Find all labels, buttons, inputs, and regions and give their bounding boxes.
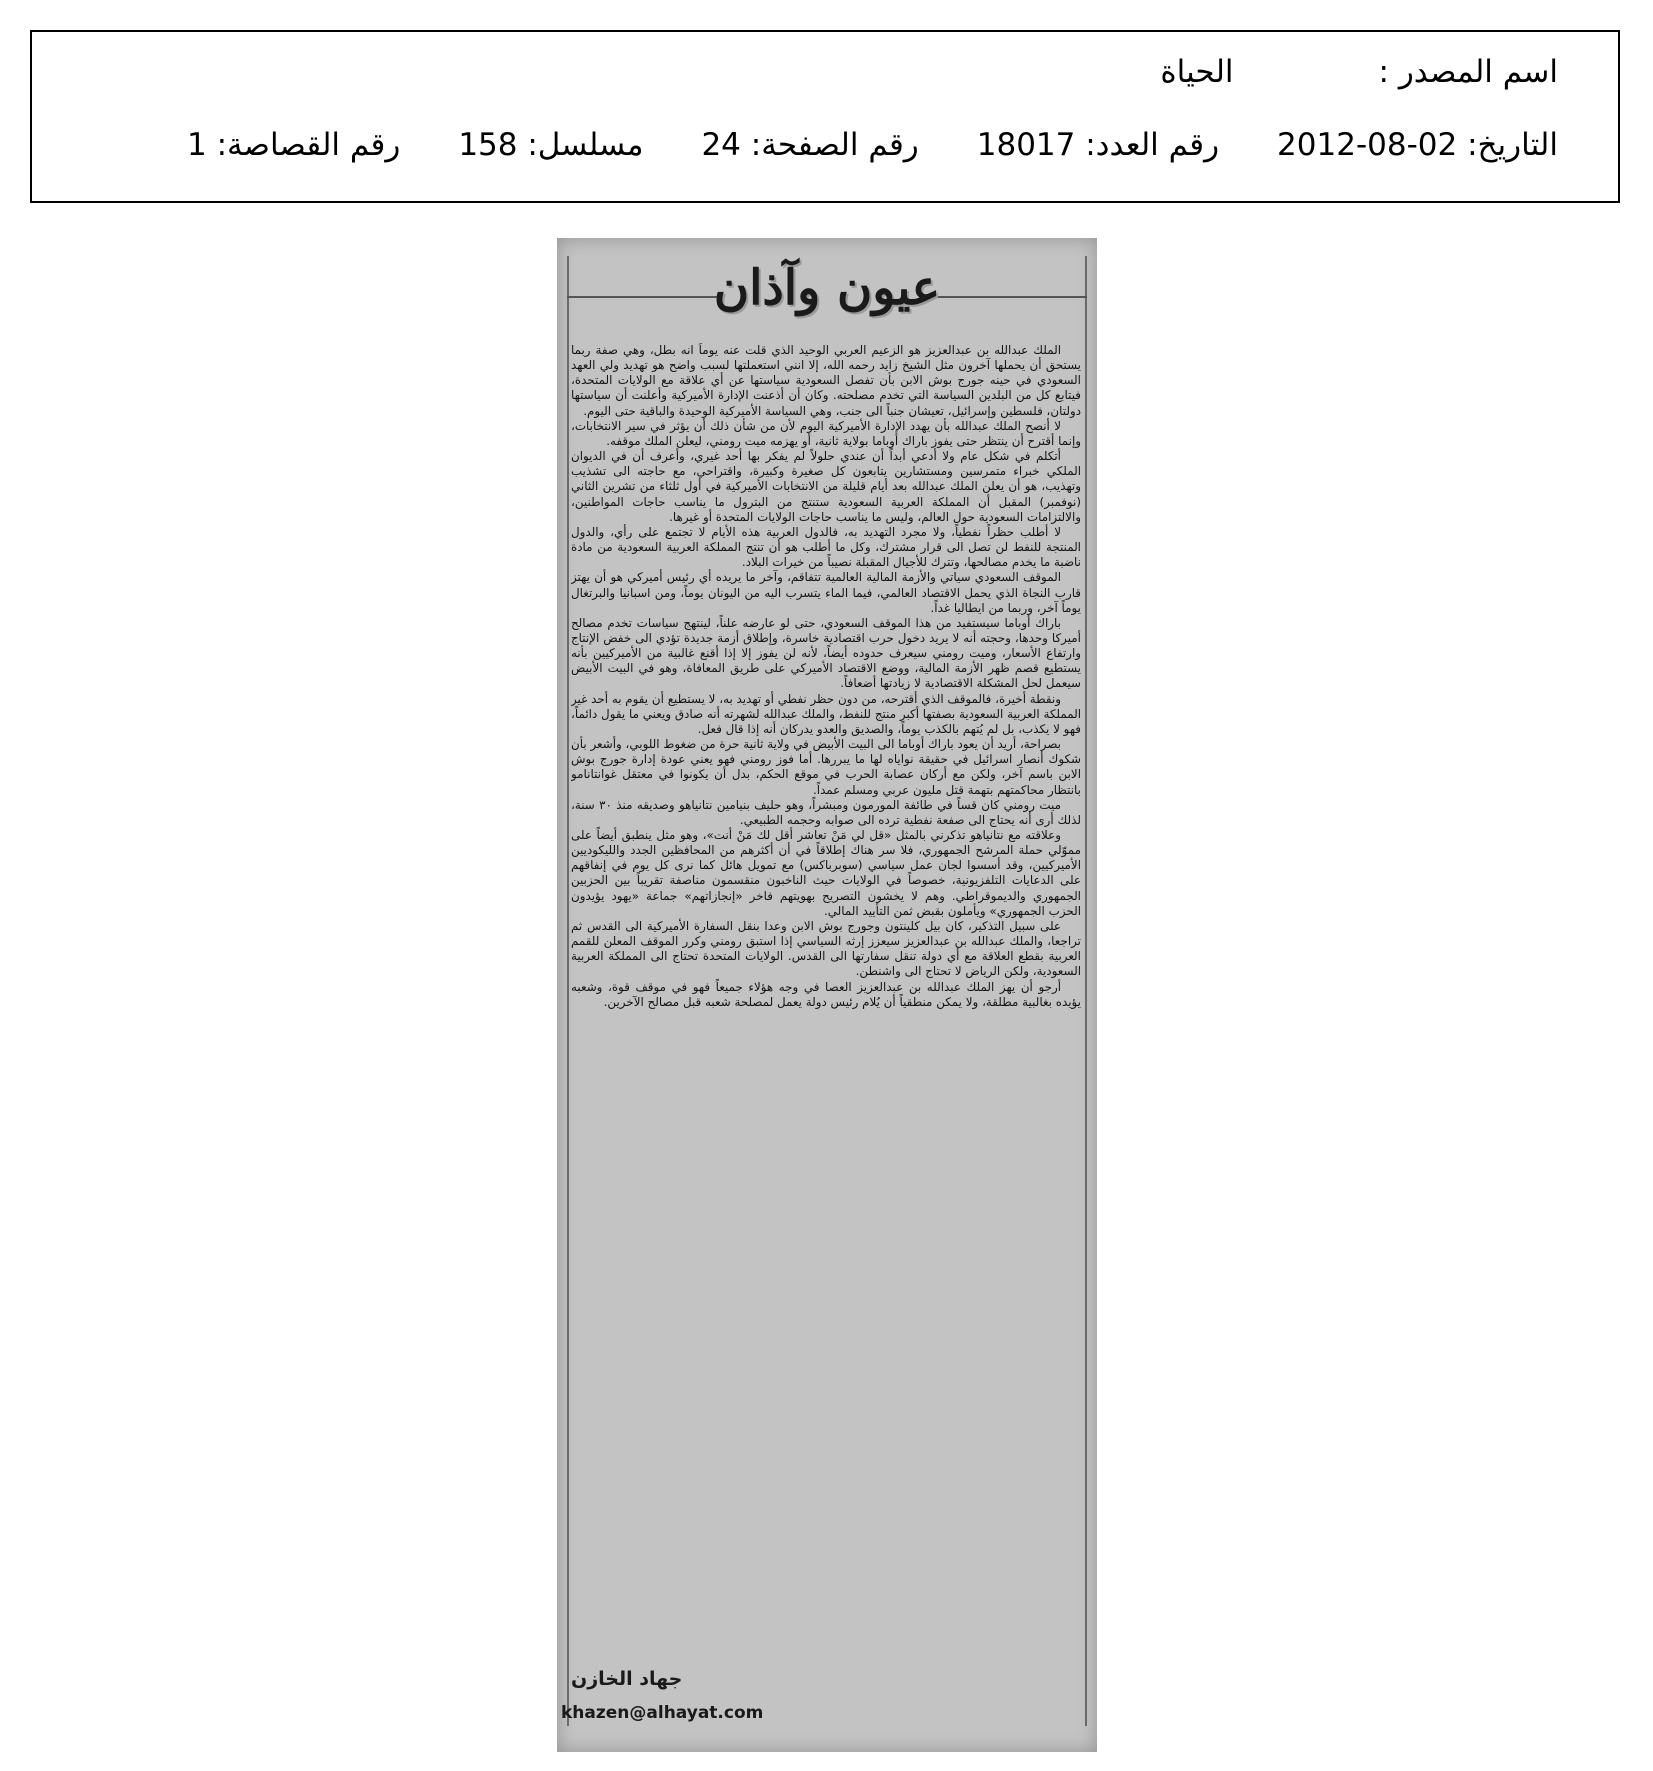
column-rule-left (567, 256, 569, 1726)
serial-label: مسلسل: (527, 127, 644, 163)
source-value: الحياة (1160, 54, 1234, 90)
column-masthead (567, 258, 1087, 336)
source-label: اسم المصدر : (1378, 54, 1558, 90)
article-paragraph: لا أنصح الملك عبدالله بأن يهدد الإدارة الأميركية اليوم لأن من شأن ذلك أن يؤثر في سير الانتخابات، وإنما أقترح أن ينتظر حتى يفوز باراك أوباما بولاية ثانية، أو يهزمه ميت رومني، ليعلن الملك موقفه. (571, 418, 1081, 448)
page-label: رقم الصفحة: (750, 127, 919, 163)
article-paragraph: أتكلم في شكل عام ولا أدعي أبداً أن عندي حلولاً لم يفكر بها أحد غيري، وأعرف أن في الديوان الملكي خبراء متمرسين ومستشارين يتابعون كل صغيرة وكبيرة، واقتراحي، مع حاجته الى تشذيب وتهذيب، هو أن يعلن الملك عبدالله بعد أيام قليلة من الانتخابات الأميركية في أول ثلثاء من تشرين الثاني (نوفمبر) المقبل أن المملكة العربية السعودية ستنتج من البترول ما يناسب حاجات المواطنين، والالتزامات السعودية حول العالم، وليس ما يناسب حاجات الولايات المتحدة أو غيرها. (571, 449, 1081, 524)
date-value: 2012-08-02 (1277, 127, 1458, 163)
source-metadata-box (30, 30, 1620, 203)
clip-value: 1 (186, 127, 207, 163)
clip-label: رقم القصاصة: (216, 127, 401, 163)
article-body (571, 343, 1081, 1674)
issue-label: رقم العدد: (1085, 127, 1220, 163)
column-rule-right (1085, 256, 1087, 1726)
article-paragraph: بصراحة، أريد أن يعود باراك أوباما الى البيت الأبيض في ولاية ثانية حرة من ضغوط اللوبي، وأشعر بأن شكوك أنصار اسرائيل في حقيقة نواياه لها ما يبررها. أما فوز رومني فهو يعني عودة إدارة جورج بوش الابن باسم آخر، ولكن مع أركان عصابة الحرب في موقع الحكم، بدل أن يكونوا في معتقل غوانتانامو بانتظار محاكمتهم بتهمة قتل مليون عربي ومسلم عمداً. (571, 737, 1081, 797)
article-paragraph: أرجو أن يهز الملك عبدالله بن عبدالعزيز العصا في وجه هؤلاء جميعاً فهو في موقف قوة، وشعبه يؤيده بغالبية مطلقة، ولا يمكن منطقياً أن يُلام رئيس دولة يعمل لمصلحة شعبه قبل مصالح الآخرين. (571, 979, 1081, 1009)
author-email: khazen@alhayat.com (561, 1703, 764, 1723)
article-paragraph: باراك أوباما سيستفيد من هذا الموقف السعودي، حتى لو عارضه علناً، لينتهج سياسات تخدم مصالح أميركا وحدها، وحجته أنه لا يريد دخول حرب اقتصادية خاسرة، وإطلاق أزمة جديدة تؤدي الى خفض الإنتاج وارتفاع الأسعار، وميت رومني سيعرف حدوده أيضاً، لأنه لن يفوز إلا إذا أقنع غالبية من الأميركيين بأنه يستطيع قصم ظهر الأزمة المالية، ووضع الاقتصاد الأميركي على طريق المعافاة، وهو في البيت الأبيض سيعمل لحل المشكلة الاقتصادية لا زيادتها أضعافاً. (571, 615, 1081, 691)
article-paragraph: ونقطة أخيرة، فالموقف الذي أقترحه، من دون حظر نفطي أو تهديد به، لا يستطيع أن يقوم به أحد غير المملكة العربية السعودية بصفتها أكبر منتج للنفط، والملك عبدالله لشهرته أنه صادق ويعني ما يقول دائماً، فهو لا يكذب، بل لم يُتهم بالكذب يوماً، والصديق والعدو يدركان أنه إذا قال فعل. (571, 691, 1081, 736)
date-label: التاريخ: (1467, 127, 1558, 163)
article-paragraph: لا أطلب حظراً نفطياً، ولا مجرد التهديد به، فالدول العربية هذه الأيام لا تجتمع على رأي، والدول المنتجة للنفط لن تصل الى قرار مشترك، وكل ما أطلب هو أن تنتج المملكة العربية السعودية من مادة ناضبة ما يخدم مصالحها، وتترك للأجيال المقبلة نصيباً من خيرات البلاد. (571, 524, 1081, 570)
page-value: 24 (701, 127, 741, 163)
author-signature: جهاد الخازن (571, 1668, 683, 1690)
article-paragraph: على سبيل التذكير، كان بيل كلينتون وجورج بوش الابن وعدا بنقل السفارة الأميركية الى القدس ثم تراجعا، والملك عبدالله بن عبدالعزيز سيعزز إرثه السياسي إذا استبق رومني وكرر الموقف المعلن للقمم العربية بقطع العلاقة مع أي دولة تنقل سفارتها الى القدس. الولايات المتحدة تحتاج الى المملكة العربية السعودية، ولكن الرياض لا تحتاج الى واشنطن. (571, 918, 1081, 979)
article-paragraph: ميت رومني كان قساً في طائفة المورمون ومبشراً، وهو حليف بنيامين نتانياهو وصديقه منذ ٣٠ سنة، لذلك أرى أنه يحتاج الى صفعة نفطية ترده الى صوابه وحجمه الطبيعي. (571, 797, 1081, 827)
issue-value: 18017 (976, 127, 1076, 163)
details-line (187, 127, 1558, 163)
serial-value: 158 (458, 127, 518, 163)
newspaper-clipping (557, 238, 1097, 1752)
column-title: عيون وآذان (713, 260, 941, 316)
article-paragraph: الملك عبدالله بن عبدالعزيز هو الزعيم العربي الوحيد الذي قلت عنه يوماً انه بطل، وهي صفة ربما يستحق أن يحملها آخرون مثل الشيخ زايد رحمه الله، إلا انني استعملتها لسبب واضح هو تهديد ولي العهد السعودي في حينه جورج بوش الابن بأن تفصل السعودية سياستها عن أي علاقة مع الولايات المتحدة، فيتابع كل من البلدين السياسة التي تخدم مصلحته. وكان أن أذعنت الإدارة الأميركية وأعلنت أن سياستها دولتان، فلسطين وإسرائيل، تعيشان جنباً الى جنب، وهي السياسة الأميركية الوحيدة والباقية حتى اليوم. (571, 343, 1081, 418)
article-paragraph: وعلاقته مع نتانياهو تذكرني بالمثل «قل لي مَنْ تعاشر أقل لك مَنْ أنت»، وهو مثل ينطبق أيضاً على مموّلي حملة المرشح الجمهوري، فلا سر هناك إطلاقاً في أن أكثرهم من المحافظين الجدد والليكوديين الأميركيين، وقد أسسوا لجان عمل سياسي (سوبرباكس) مع تمويل هائل كما نرى كل يوم في إنفاقهم على الدعايات التلفزيونية، خصوصاً في الولايات حيث الناخبون منقسمون مناصفة تقريباً بين الحزبين الجمهوري والديموقراطي. وهم لا يخشون التصريح بهويتهم فاخر «إنجازاتهم» جماعة «يهود يؤيدون الحزب الجمهوري» ويأملون بقبض ثمن التأييد المالي. (571, 828, 1081, 918)
article-paragraph: الموقف السعودي سياتي والأزمة المالية العالمية تتفاقم، وآخر ما يريده أي رئيس أميركي هو أن يهتز قارب النجاة الذي يحمل الاقتصاد العالمي، فيما الماء يتسرب اليه من اليونان يوماً، ومن اسبانيا والبرتغال يوماً آخر، وربما من ايطاليا غداً. (571, 570, 1081, 615)
source-line (1160, 54, 1558, 90)
